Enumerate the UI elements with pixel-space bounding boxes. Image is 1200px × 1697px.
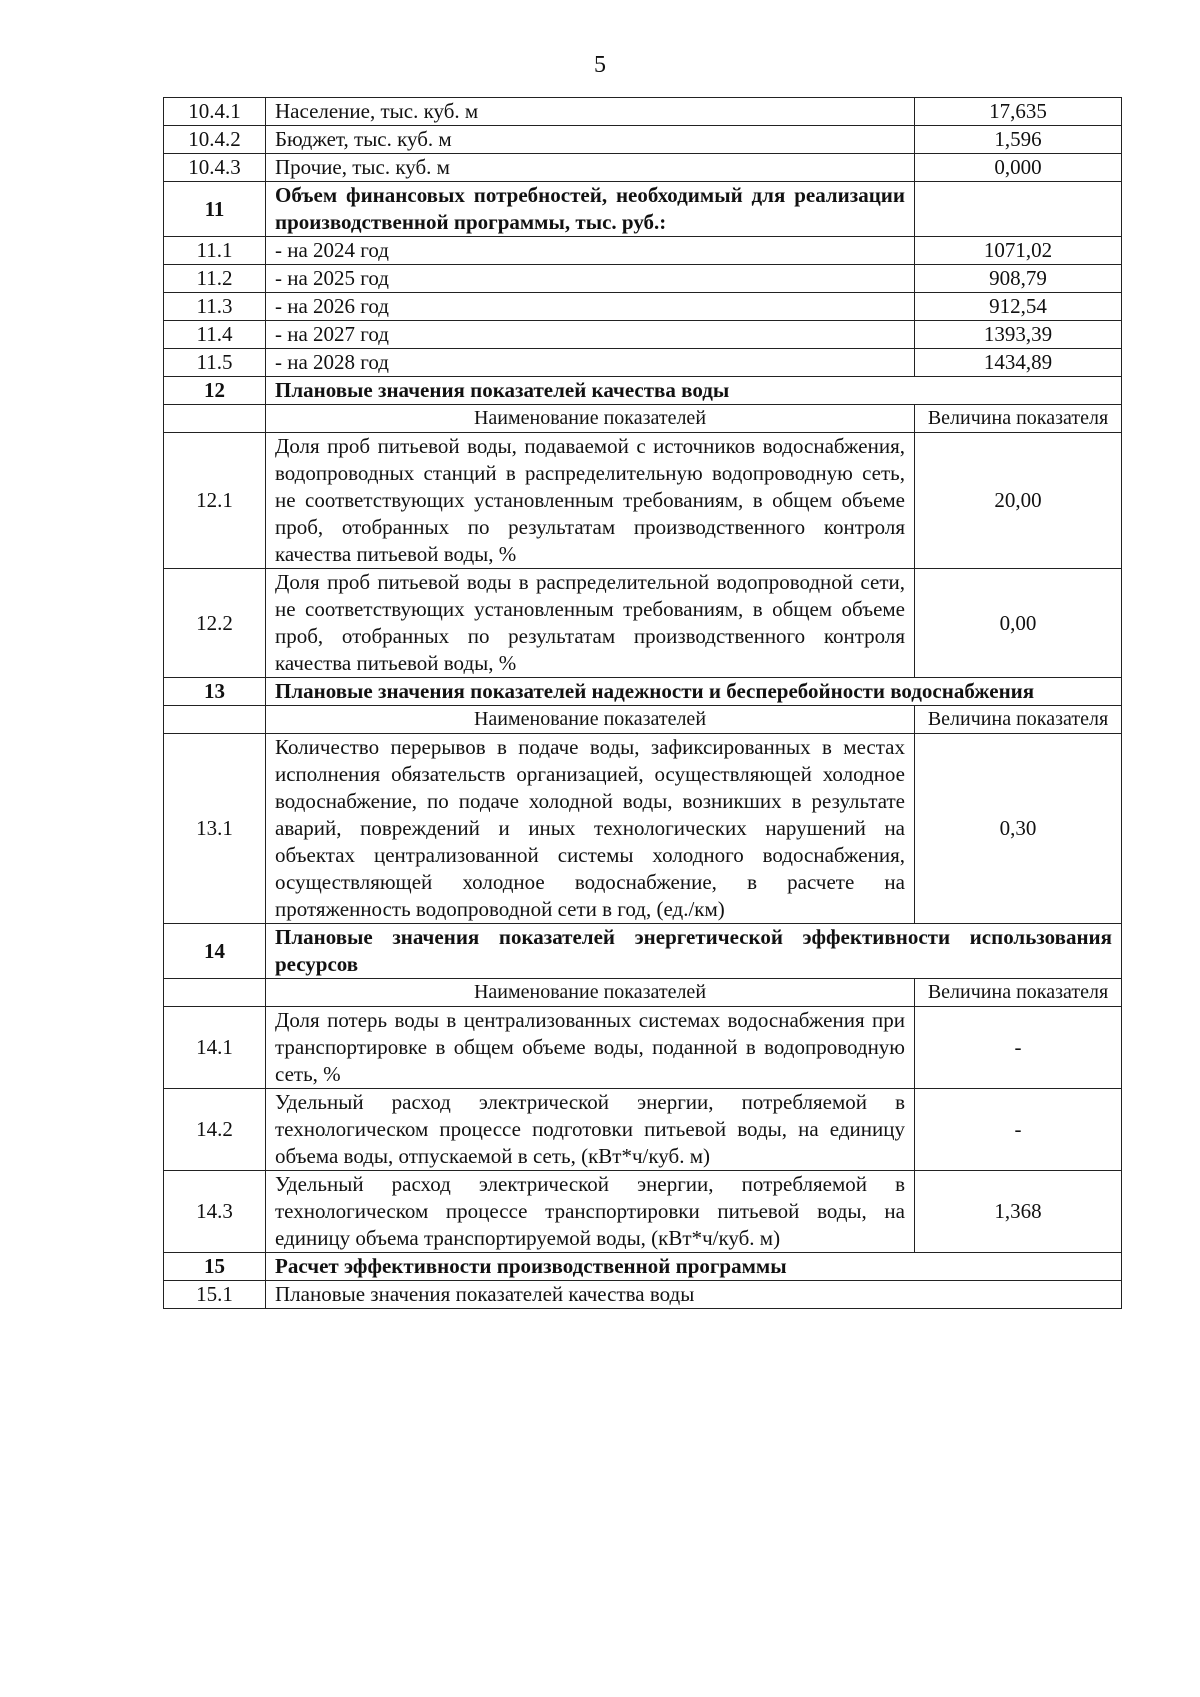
row-number: 12.2 [164,569,266,678]
row-value: 1,596 [915,126,1122,154]
section-row [164,678,1122,706]
row-value: - [915,1007,1122,1089]
section-number: 14 [164,924,266,979]
indicators-table [163,97,1122,1309]
column-header-value: Величина показателя [915,706,1122,734]
section-title: Плановые значения показателей качества воды [266,377,1122,405]
table-row [164,569,1122,678]
table-row [164,237,1122,265]
section-row [164,924,1122,979]
row-value: - [915,1089,1122,1171]
row-number: 12.1 [164,433,266,569]
row-number: 14.3 [164,1171,266,1253]
row-text: Доля потерь воды в централизованных системах водоснабжения при транспортировке в общем объеме воды, поданной в водопроводную сеть, % [266,1007,915,1089]
row-text: Прочие, тыс. куб. м [266,154,915,182]
page-number: 5 [594,52,606,78]
column-header-name: Наименование показателей [266,405,915,433]
row-text: Количество перерывов в подаче воды, зафиксированных в местах исполнения обязательств организацией, осуществляющей холодное водоснабжение, по подаче холодной воды, возникших в результате аварий, повреждений и иных технологических нарушений на объектах централизованной системы холодного водоснабжения, осуществляющей холодное водоснабжение, в расчете на протяженность водопроводной сети в год, (ед./км) [266,734,915,924]
row-number: 11.5 [164,349,266,377]
column-header-value: Величина показателя [915,405,1122,433]
section-number: 13 [164,678,266,706]
row-number: 15.1 [164,1281,266,1309]
subheader-row [164,979,1122,1007]
row-text: Удельный расход электрической энергии, потребляемой в технологическом процессе подготовки питьевой воды, на единицу объема воды, отпускаемой в сеть, (кВт*ч/куб. м) [266,1089,915,1171]
row-number: 11.4 [164,321,266,349]
row-text: Удельный расход электрической энергии, потребляемой в технологическом процессе транспортировки питьевой воды, на единицу объема транспортируемой воды, (кВт*ч/куб. м) [266,1171,915,1253]
table-row [164,154,1122,182]
row-number: 11.1 [164,237,266,265]
row-number [164,979,266,1007]
section-row [164,377,1122,405]
row-value: 20,00 [915,433,1122,569]
row-value: 17,635 [915,98,1122,126]
column-header-name: Наименование показателей [266,706,915,734]
row-text: Доля проб питьевой воды, подаваемой с источников водоснабжения, водопроводных станций в распределительную водопроводную сеть, не соответствующих установленным требованиям, в общем объеме проб, отобранных по результатам производственного контроля качества питьевой воды, % [266,433,915,569]
section-title: Объем финансовых потребностей, необходимый для реализации производственной программы, тыс. руб.: [266,182,915,237]
table-row [164,433,1122,569]
row-value: 912,54 [915,293,1122,321]
row-text: - на 2025 год [266,265,915,293]
row-number [164,405,266,433]
row-number: 14.1 [164,1007,266,1089]
row-value: 1071,02 [915,237,1122,265]
row-number: 10.4.2 [164,126,266,154]
row-number: 13.1 [164,734,266,924]
row-text: - на 2028 год [266,349,915,377]
row-text: - на 2026 год [266,293,915,321]
table-row [164,293,1122,321]
table-row [164,1171,1122,1253]
section-title: Расчет эффективности производственной программы [266,1253,1122,1281]
table-row [164,1281,1122,1309]
column-header-name: Наименование показателей [266,979,915,1007]
section-number: 11 [164,182,266,237]
row-text: - на 2024 год [266,237,915,265]
row-number: 14.2 [164,1089,266,1171]
row-text: Бюджет, тыс. куб. м [266,126,915,154]
row-text: Доля проб питьевой воды в распределительной водопроводной сети, не соответствующих установленным требованиям, в общем объеме проб, отобранных по результатам производственного контроля качества питьевой воды, % [266,569,915,678]
row-value: 908,79 [915,265,1122,293]
row-value: 1434,89 [915,349,1122,377]
section-title: Плановые значения показателей надежности и бесперебойности водоснабжения [266,678,1122,706]
section-row [164,1253,1122,1281]
section-row [164,182,1122,237]
row-number: 11.2 [164,265,266,293]
subheader-row [164,706,1122,734]
subheader-row [164,405,1122,433]
section-number: 12 [164,377,266,405]
row-value: 0,30 [915,734,1122,924]
row-text: Плановые значения показателей качества воды [266,1281,1122,1309]
row-value: 0,000 [915,154,1122,182]
table-row [164,321,1122,349]
row-number [164,706,266,734]
table-row [164,1089,1122,1171]
table-row [164,126,1122,154]
row-text: - на 2027 год [266,321,915,349]
row-number: 11.3 [164,293,266,321]
section-number: 15 [164,1253,266,1281]
table-row [164,1007,1122,1089]
row-value: 1,368 [915,1171,1122,1253]
row-value [915,182,1122,237]
row-value: 1393,39 [915,321,1122,349]
row-number: 10.4.1 [164,98,266,126]
table-row [164,265,1122,293]
row-number: 10.4.3 [164,154,266,182]
table-row [164,98,1122,126]
row-value: 0,00 [915,569,1122,678]
table-row [164,734,1122,924]
column-header-value: Величина показателя [915,979,1122,1007]
table-row [164,349,1122,377]
row-text: Население, тыс. куб. м [266,98,915,126]
section-title: Плановые значения показателей энергетической эффективности использования ресурсов [266,924,1122,979]
